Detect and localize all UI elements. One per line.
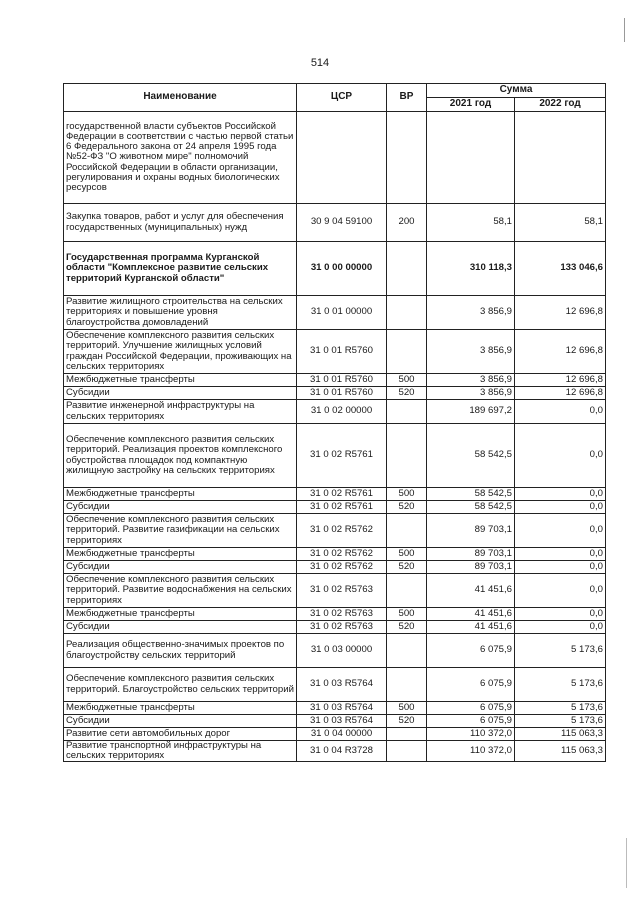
row-sum-2021-cell: 3 856,9 — [427, 296, 515, 330]
row-csr-cell: 31 0 03 R5764 — [297, 715, 387, 728]
row-sum-2022-cell: 0,0 — [515, 488, 606, 501]
row-csr-cell: 31 0 01 R5760 — [297, 330, 387, 374]
row-csr-cell: 31 0 00 00000 — [297, 242, 387, 296]
row-vr-cell: 500 — [387, 374, 427, 387]
row-csr-cell — [297, 112, 387, 204]
row-sum-2021-cell: 58 542,5 — [427, 501, 515, 514]
table-row — [64, 668, 606, 702]
row-sum-2022-cell: 12 696,8 — [515, 330, 606, 374]
row-name-cell: Межбюджетные трансферты — [64, 374, 297, 387]
row-name-cell: Развитие жилищного строительства на сельских территориях и повышение уровня благоустройства домовладений — [64, 296, 297, 330]
scan-edge-mark — [624, 18, 625, 42]
row-sum-2021-cell: 189 697,2 — [427, 400, 515, 424]
header-csr: ЦСР — [297, 84, 387, 112]
table-row — [64, 112, 606, 204]
row-sum-2021-cell: 89 703,1 — [427, 548, 515, 561]
table-row — [64, 400, 606, 424]
row-sum-2021-cell: 41 451,6 — [427, 574, 515, 608]
table-row — [64, 374, 606, 387]
header-sum: Сумма — [427, 84, 606, 98]
row-vr-cell: 520 — [387, 387, 427, 400]
row-name-cell: Субсидии — [64, 715, 297, 728]
row-vr-cell: 520 — [387, 715, 427, 728]
row-name-cell: Межбюджетные трансферты — [64, 488, 297, 501]
row-name-cell: Развитие транспортной инфраструктуры на сельских территориях — [64, 741, 297, 762]
row-sum-2022-cell: 58,1 — [515, 204, 606, 242]
row-csr-cell: 31 0 03 00000 — [297, 634, 387, 668]
row-csr-cell: 31 0 02 R5761 — [297, 501, 387, 514]
table-row — [64, 621, 606, 634]
row-csr-cell: 31 0 02 R5763 — [297, 608, 387, 621]
row-sum-2021-cell: 41 451,6 — [427, 621, 515, 634]
row-name-cell: Субсидии — [64, 387, 297, 400]
row-name-cell: Развитие сети автомобильных дорог — [64, 728, 297, 741]
table-row — [64, 715, 606, 728]
row-sum-2022-cell: 115 063,3 — [515, 741, 606, 762]
row-name-cell: Субсидии — [64, 501, 297, 514]
row-sum-2021-cell: 6 075,9 — [427, 702, 515, 715]
table-row — [64, 387, 606, 400]
row-sum-2022-cell: 0,0 — [515, 621, 606, 634]
row-sum-2022-cell: 0,0 — [515, 514, 606, 548]
row-sum-2021-cell: 6 075,9 — [427, 634, 515, 668]
row-csr-cell: 31 0 02 R5761 — [297, 488, 387, 501]
row-sum-2021-cell: 58 542,5 — [427, 424, 515, 488]
row-name-cell: Обеспечение комплексного развития сельских территорий. Улучшение жилищных условий граждан Российской Федерации, проживающих на сельских территориях — [64, 330, 297, 374]
row-sum-2022-cell: 0,0 — [515, 561, 606, 574]
table-row — [64, 501, 606, 514]
row-csr-cell: 31 0 01 R5760 — [297, 387, 387, 400]
row-name-cell: Обеспечение комплексного развития сельских территорий. Реализация проектов комплексного обустройства площадок под компактную жилищную застройку на сельских территориях — [64, 424, 297, 488]
row-sum-2022-cell: 5 173,6 — [515, 668, 606, 702]
row-vr-cell: 500 — [387, 488, 427, 501]
table-row — [64, 561, 606, 574]
row-name-cell: Государственная программа Курганской области "Комплексное развитие сельских территорий Курганской области" — [64, 242, 297, 296]
row-csr-cell: 31 0 01 00000 — [297, 296, 387, 330]
row-name-cell: государственной власти субъектов Российской Федерации в соответствии с частью первой статьи 6 Федерального закона от 24 апреля 1995 года №52-ФЗ "О животном мире" полномочий Российской Федерации в области организации, регулирования и охраны водных биологических ресурсов — [64, 112, 297, 204]
table-row — [64, 574, 606, 608]
row-sum-2022-cell: 0,0 — [515, 424, 606, 488]
page-number: 514 — [310, 57, 330, 69]
table-row — [64, 548, 606, 561]
table-body — [64, 112, 606, 762]
row-sum-2021-cell: 89 703,1 — [427, 561, 515, 574]
row-vr-cell — [387, 112, 427, 204]
table-row — [64, 634, 606, 668]
row-name-cell: Обеспечение комплексного развития сельских территорий. Благоустройство сельских территорий — [64, 668, 297, 702]
row-sum-2021-cell: 58 542,5 — [427, 488, 515, 501]
row-vr-cell: 520 — [387, 621, 427, 634]
row-vr-cell — [387, 574, 427, 608]
row-sum-2022-cell: 0,0 — [515, 400, 606, 424]
row-sum-2021-cell: 110 372,0 — [427, 741, 515, 762]
row-csr-cell: 31 0 01 R5760 — [297, 374, 387, 387]
row-csr-cell: 31 0 03 R5764 — [297, 668, 387, 702]
row-sum-2022-cell: 12 696,8 — [515, 387, 606, 400]
row-vr-cell: 200 — [387, 204, 427, 242]
row-csr-cell: 31 0 02 R5762 — [297, 548, 387, 561]
budget-table — [63, 83, 606, 762]
header-year-2022: 2022 год — [515, 98, 606, 112]
row-name-cell: Межбюджетные трансферты — [64, 608, 297, 621]
row-name-cell: Обеспечение комплексного развития сельских территорий. Развитие водоснабжения на сельских территориях — [64, 574, 297, 608]
table-row — [64, 424, 606, 488]
row-csr-cell: 31 0 02 R5762 — [297, 514, 387, 548]
row-csr-cell: 31 0 04 R3728 — [297, 741, 387, 762]
row-sum-2022-cell: 5 173,6 — [515, 702, 606, 715]
row-csr-cell: 31 0 02 R5762 — [297, 561, 387, 574]
row-sum-2022-cell: 0,0 — [515, 501, 606, 514]
row-sum-2022-cell: 5 173,6 — [515, 715, 606, 728]
row-sum-2022-cell: 0,0 — [515, 548, 606, 561]
row-sum-2022-cell: 12 696,8 — [515, 296, 606, 330]
row-sum-2021-cell — [427, 112, 515, 204]
row-sum-2021-cell: 6 075,9 — [427, 668, 515, 702]
row-vr-cell: 520 — [387, 501, 427, 514]
row-csr-cell: 31 0 02 R5761 — [297, 424, 387, 488]
row-name-cell: Межбюджетные трансферты — [64, 702, 297, 715]
row-sum-2021-cell: 3 856,9 — [427, 374, 515, 387]
row-vr-cell: 500 — [387, 608, 427, 621]
row-sum-2021-cell: 3 856,9 — [427, 387, 515, 400]
row-vr-cell — [387, 668, 427, 702]
row-name-cell: Межбюджетные трансферты — [64, 548, 297, 561]
row-csr-cell: 31 0 02 R5763 — [297, 621, 387, 634]
row-vr-cell — [387, 634, 427, 668]
row-vr-cell — [387, 400, 427, 424]
row-csr-cell: 31 0 03 R5764 — [297, 702, 387, 715]
row-sum-2021-cell: 58,1 — [427, 204, 515, 242]
row-name-cell: Реализация общественно-значимых проектов по благоустройству сельских территорий — [64, 634, 297, 668]
header-name: Наименование — [64, 84, 297, 112]
table-row — [64, 296, 606, 330]
row-name-cell: Обеспечение комплексного развития сельских территорий. Развитие газификации на сельских территориях — [64, 514, 297, 548]
scan-edge-mark — [626, 838, 627, 888]
row-vr-cell — [387, 296, 427, 330]
header-year-2021: 2021 год — [427, 98, 515, 112]
row-sum-2022-cell: 5 173,6 — [515, 634, 606, 668]
row-csr-cell: 30 9 04 59100 — [297, 204, 387, 242]
row-vr-cell — [387, 424, 427, 488]
table-row — [64, 330, 606, 374]
row-name-cell: Развитие инженерной инфраструктуры на сельских территориях — [64, 400, 297, 424]
header-vr: ВР — [387, 84, 427, 112]
row-vr-cell: 500 — [387, 702, 427, 715]
row-vr-cell: 520 — [387, 561, 427, 574]
row-sum-2022-cell — [515, 112, 606, 204]
table-row — [64, 741, 606, 762]
row-sum-2021-cell: 110 372,0 — [427, 728, 515, 741]
row-vr-cell — [387, 330, 427, 374]
row-sum-2021-cell: 6 075,9 — [427, 715, 515, 728]
row-sum-2021-cell: 310 118,3 — [427, 242, 515, 296]
row-name-cell: Субсидии — [64, 621, 297, 634]
table-row — [64, 204, 606, 242]
row-sum-2022-cell: 115 063,3 — [515, 728, 606, 741]
row-sum-2022-cell: 0,0 — [515, 574, 606, 608]
row-vr-cell — [387, 728, 427, 741]
row-vr-cell — [387, 242, 427, 296]
table-row — [64, 514, 606, 548]
row-sum-2022-cell: 133 046,6 — [515, 242, 606, 296]
row-csr-cell: 31 0 04 00000 — [297, 728, 387, 741]
row-sum-2021-cell: 41 451,6 — [427, 608, 515, 621]
row-vr-cell — [387, 514, 427, 548]
table-row — [64, 488, 606, 501]
row-sum-2022-cell: 0,0 — [515, 608, 606, 621]
row-sum-2021-cell: 89 703,1 — [427, 514, 515, 548]
row-name-cell: Субсидии — [64, 561, 297, 574]
row-csr-cell: 31 0 02 R5763 — [297, 574, 387, 608]
table-row — [64, 728, 606, 741]
row-vr-cell — [387, 741, 427, 762]
table-row — [64, 608, 606, 621]
row-vr-cell: 500 — [387, 548, 427, 561]
table-row — [64, 242, 606, 296]
table-row — [64, 702, 606, 715]
row-sum-2022-cell: 12 696,8 — [515, 374, 606, 387]
row-name-cell: Закупка товаров, работ и услуг для обеспечения государственных (муниципальных) нужд — [64, 204, 297, 242]
row-csr-cell: 31 0 02 00000 — [297, 400, 387, 424]
row-sum-2021-cell: 3 856,9 — [427, 330, 515, 374]
